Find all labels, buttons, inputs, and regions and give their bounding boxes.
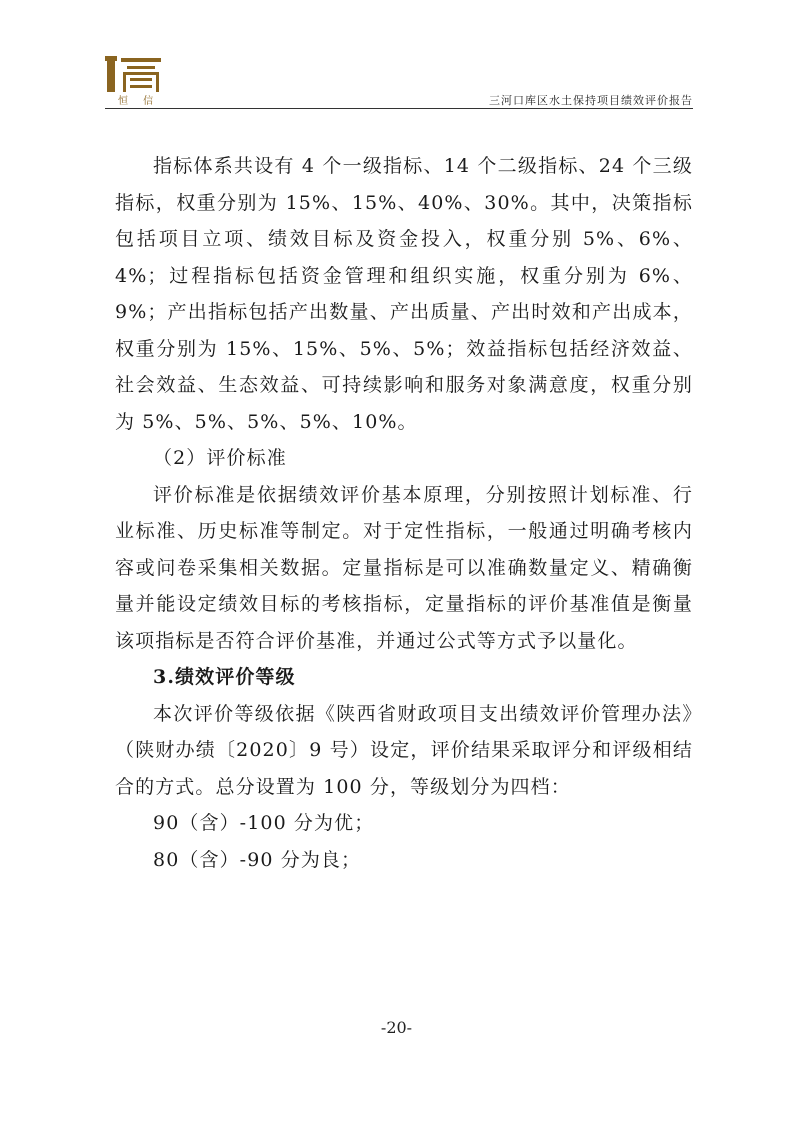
paragraph-evaluation-grade: 本次评价等级依据《陕西省财政项目支出绩效评价管理办法》（陕财办绩〔2020〕9 号）设定，评价结果采取评分和评级相结合的方式。总分设置为 100 分，等级划分为四档： (115, 702, 693, 798)
grade-excellent: 90（含）-100 分为优； (153, 812, 375, 834)
page-body (115, 148, 693, 878)
header-divider (105, 108, 693, 109)
paragraph-evaluation-standard: 评价标准是依据绩效评价基本原理，分别按照计划标准、行业标准、历史标准等制定。对于定性指标，一般通过明确考核内容或问卷采集相关数据。定量指标是可以准确数量定义、精确衡量并能设定绩效目标的考核指标，定量指标的评价基准值是衡量该项指标是否符合评价基准，并通过公式等方式予以量化。 (115, 483, 693, 652)
heading-evaluation-grade: 3.绩效评价等级 (153, 666, 296, 688)
logo-text: 恒 信 (118, 96, 160, 107)
page-number: -20- (380, 1018, 413, 1037)
grade-good: 80（含）-90 分为良； (153, 848, 362, 871)
subheading-evaluation-standard: （2）评价标准 (153, 447, 287, 469)
report-title: 三河口库区水土保持项目绩效评价报告 (489, 94, 693, 107)
paragraph-indicator-system: 指标体系共设有 4 个一级指标、14 个二级指标、24 个三级指标，权重分别为 15%、15%、40%、30%。其中，决策指标包括项目立项、绩效目标及资金投入，权重分别 5%、6%、4%；过程指标包括资金管理和组织实施，权重分别为 6%、9%；产出指标包括产出数量、产出质量、产出时效和产出成本，权重分别为 15%、15%、5%、5%；效益指标包括经济效益、社会效益、生态效益、可持续影响和服务对象满意度，权重分别为 5%、5%、5%、5%、10%。 (115, 155, 693, 433)
